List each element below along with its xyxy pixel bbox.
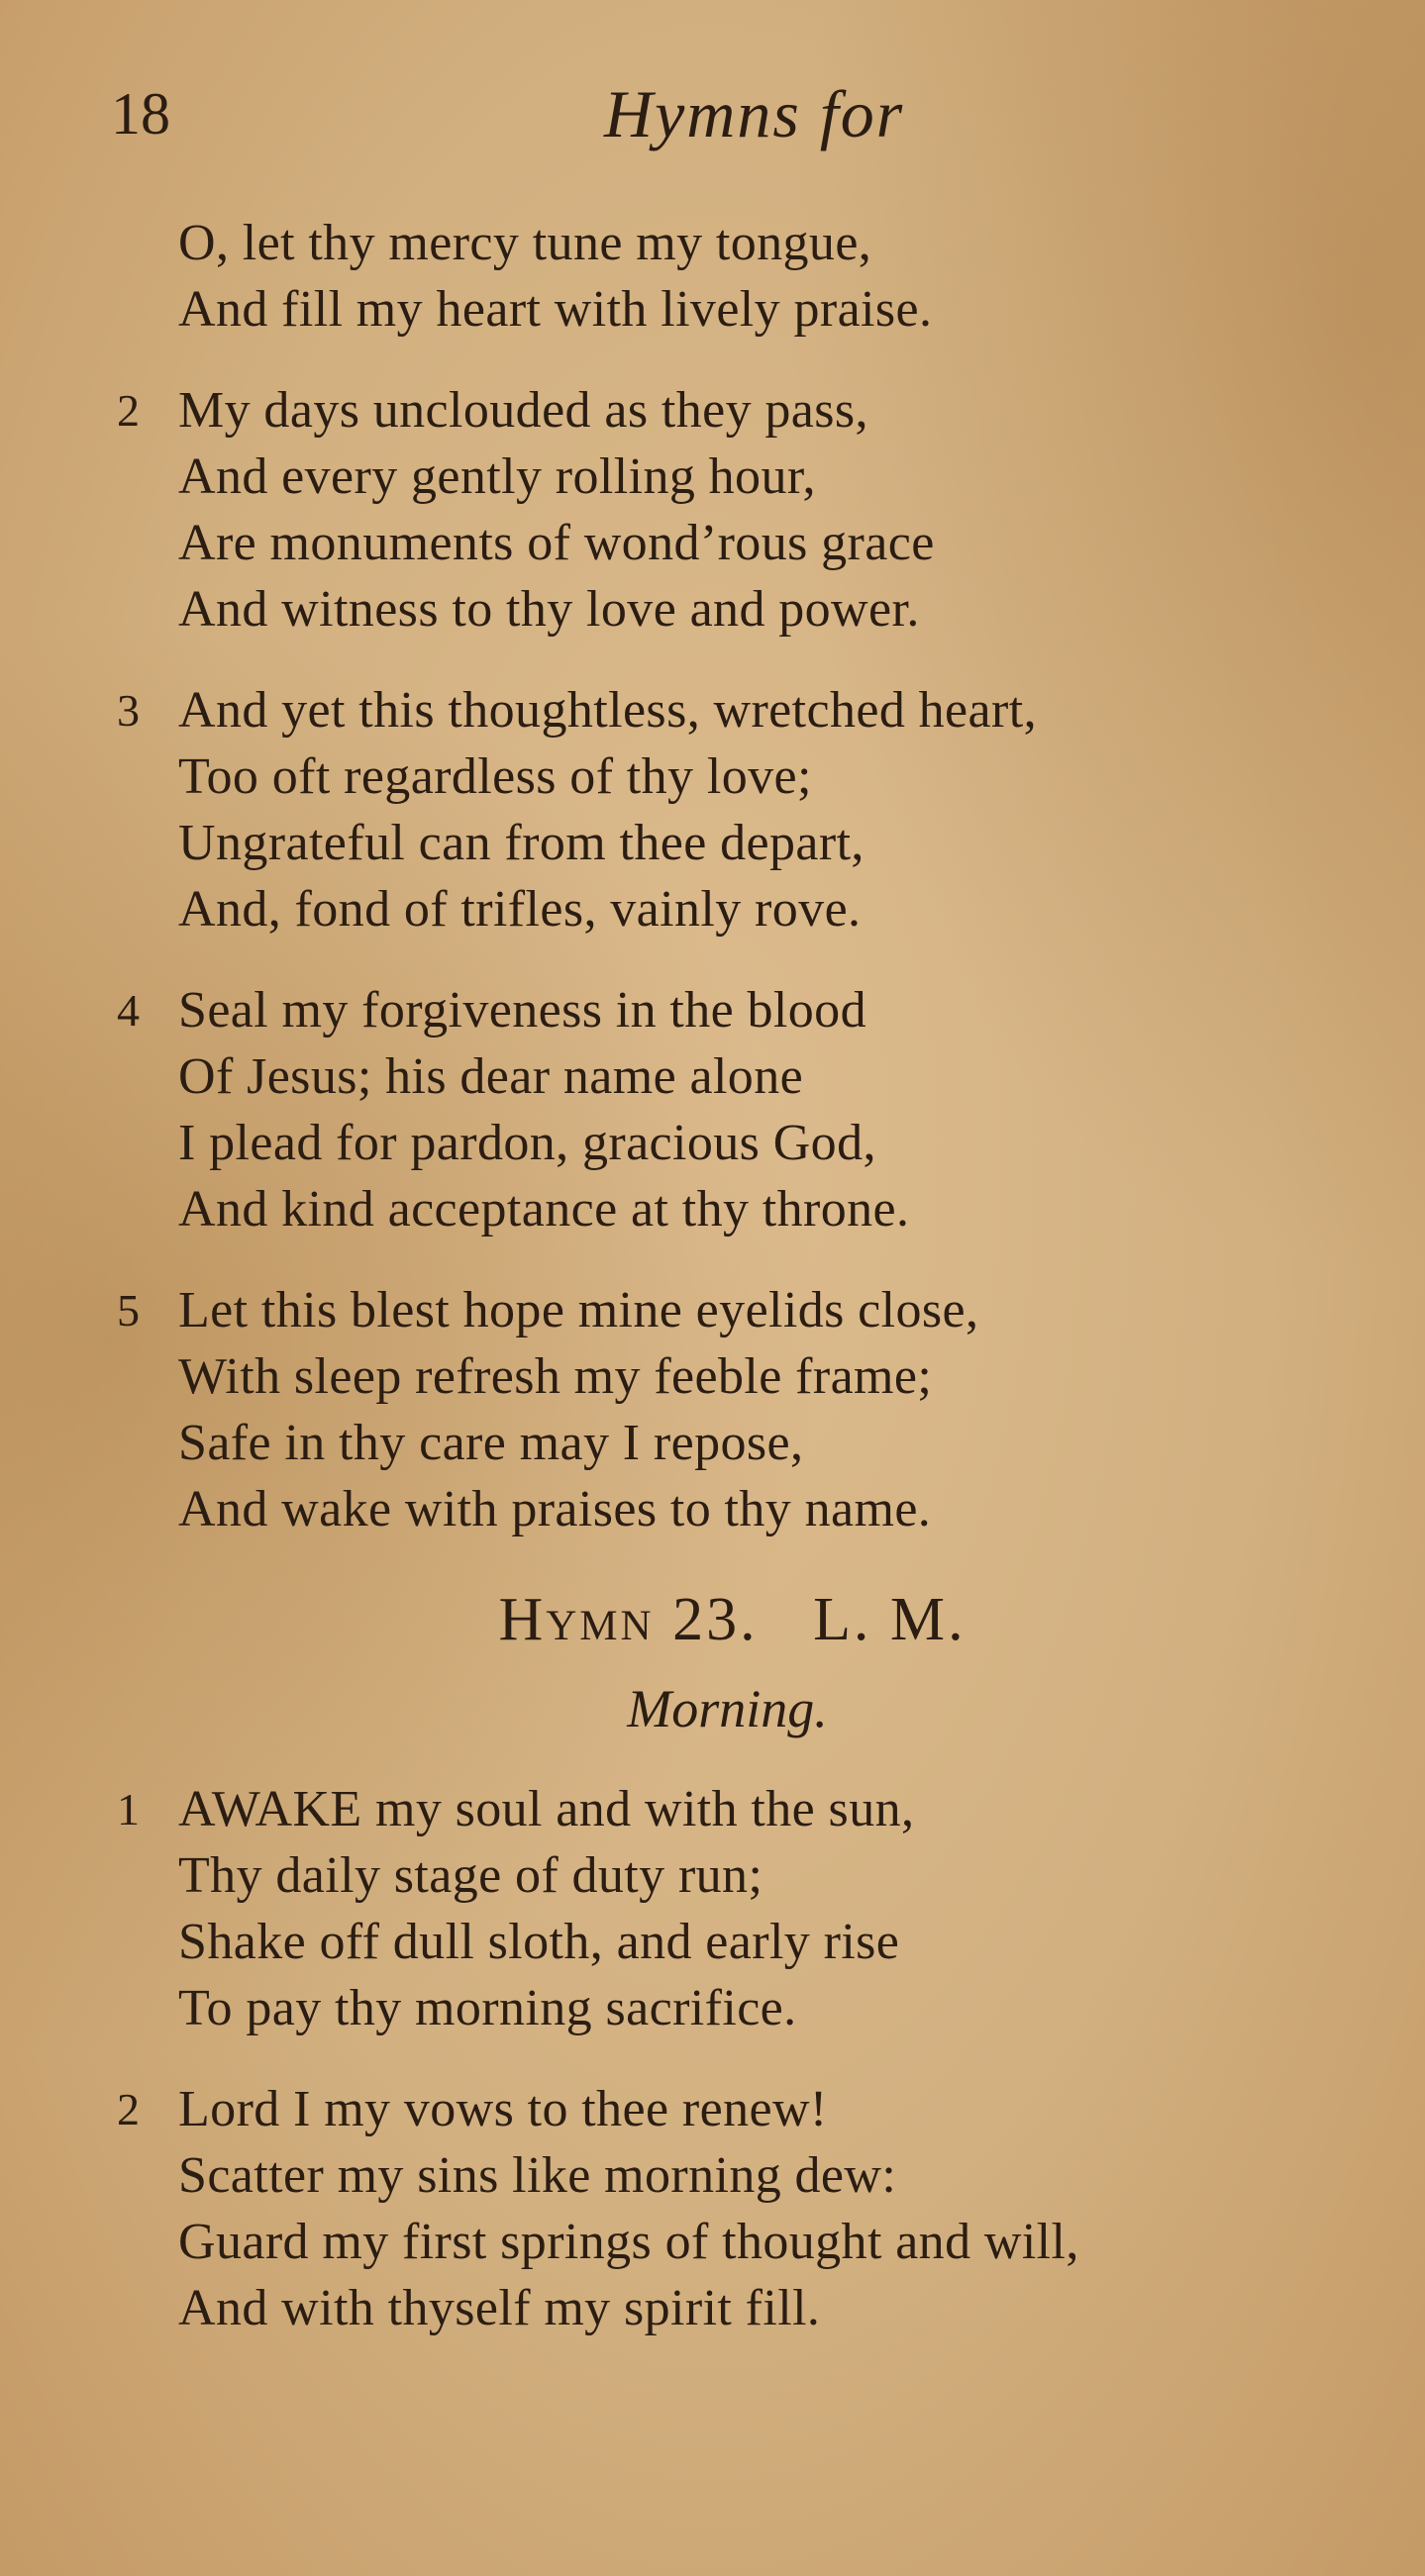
verse-line-text: And every gently rolling hour,: [178, 448, 816, 505]
verse-line-text: Of Jesus; his dear name alone: [178, 1048, 804, 1105]
verse-line: [0, 2275, 1425, 2341]
verse-line: [0, 1043, 1425, 1110]
verse-line: [0, 576, 1425, 643]
verse-line-text: Let this blest hope mine eyelids close,: [178, 1282, 979, 1338]
verse-line: [0, 444, 1425, 510]
verse-line: [0, 2142, 1425, 2209]
verse-line: [0, 1343, 1425, 1410]
verse-line: [0, 1410, 1425, 1476]
verse-line-text: And, fond of trifles, vainly rove.: [178, 881, 862, 938]
verse-line-text: And wake with praises to thy name.: [178, 1481, 932, 1537]
verse-line-text: To pay thy morning sacrifice.: [178, 1980, 797, 2036]
stanza: [0, 977, 1425, 1242]
page-header: [0, 69, 1425, 158]
hymn-title-number: 23.: [672, 1586, 759, 1653]
verse-line: [0, 210, 1425, 276]
verse-line-text: I plead for pardon, gracious God,: [178, 1115, 876, 1171]
verse-line: [0, 1110, 1425, 1176]
stanza-number: 4: [117, 985, 141, 1036]
verse-line: [0, 510, 1425, 576]
verse-line: [0, 876, 1425, 942]
verse-line: [0, 810, 1425, 876]
stanza-number: 1: [117, 1784, 141, 1834]
verse-line-text: And with thyself my spirit fill.: [178, 2280, 821, 2336]
verse-line-text: My days unclouded as they pass,: [178, 382, 868, 439]
verse-line-text: O, let thy mercy tune my tongue,: [178, 215, 872, 271]
stanza: [0, 2076, 1425, 2341]
verse-line-text: And yet this thoughtless, wretched heart,: [178, 682, 1037, 739]
verse-line: [0, 1776, 1425, 1842]
stanza-number: 3: [117, 685, 141, 736]
stanza: [0, 677, 1425, 942]
verse-line: [0, 1176, 1425, 1242]
verse-line-text: With sleep refresh my feeble frame;: [178, 1348, 933, 1405]
verse-line-text: And fill my heart with lively praise.: [178, 281, 933, 338]
stanza: [0, 1277, 1425, 1542]
verse-line-text: Scatter my sins like morning dew:: [178, 2147, 897, 2204]
hymn-title: [0, 1570, 1425, 1669]
page-content: [0, 210, 1425, 2341]
verse-line-text: Thy daily stage of duty run;: [178, 1847, 763, 1904]
stanza: [0, 1776, 1425, 2041]
verse-line-text: Ungrateful can from thee depart,: [178, 815, 865, 871]
hymn-subtitle: Morning.: [627, 1679, 828, 1738]
stanza-number: 2: [117, 385, 141, 436]
verse-line-text: Seal my forgiveness in the blood: [178, 982, 866, 1039]
verse-line-text: And kind acceptance at thy throne.: [178, 1181, 910, 1238]
verse-line: [0, 743, 1425, 810]
hymn-title-meter: L. M.: [813, 1586, 967, 1653]
stanza-number: 2: [117, 2084, 141, 2134]
stanza-continued: [0, 210, 1425, 343]
verse-line-text: Safe in thy care may I repose,: [178, 1415, 804, 1471]
verse-line-text: Shake off dull sloth, and early rise: [178, 1914, 900, 1970]
verse-line-text: Too oft regardless of thy love;: [178, 748, 812, 805]
page-number: 18: [111, 81, 170, 147]
verse-line: [0, 2209, 1425, 2275]
verse-line-text: Lord I my vows to thee renew!: [178, 2081, 828, 2137]
verse-line: [0, 2076, 1425, 2142]
stanza: [0, 377, 1425, 643]
running-head: Hymns for: [604, 76, 905, 151]
verse-line: [0, 977, 1425, 1043]
verse-line-text: And witness to thy love and power.: [178, 581, 920, 638]
verse-line: [0, 1909, 1425, 1975]
verse-line: [0, 1842, 1425, 1909]
verse-line: [0, 377, 1425, 444]
stanza-number: 5: [117, 1285, 141, 1336]
verse-line-text: Are monuments of wond’rous grace: [178, 515, 935, 571]
verse-line-text: Guard my first springs of thought and will,: [178, 2214, 1079, 2270]
verse-line: [0, 276, 1425, 343]
verse-line: [0, 1476, 1425, 1542]
verse-line-text: AWAKE my soul and with the sun,: [178, 1781, 915, 1837]
hymn-title-word: Hymn: [498, 1586, 655, 1653]
verse-line: [0, 1975, 1425, 2041]
verse-line: [0, 1277, 1425, 1343]
verse-line: [0, 677, 1425, 743]
